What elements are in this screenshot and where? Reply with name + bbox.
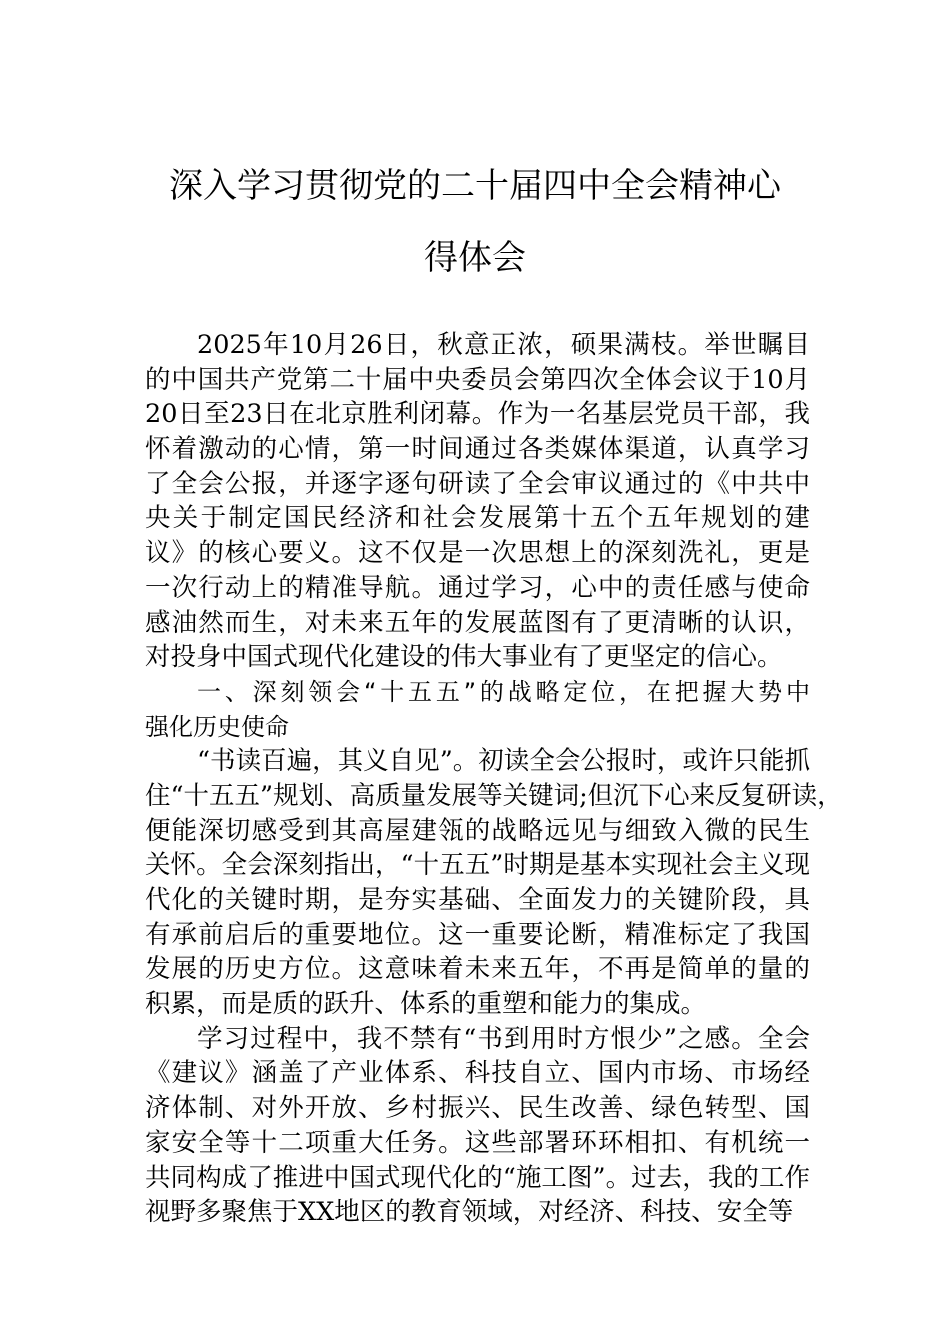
text-line: 2025年10月26日，秋意正浓，硕果满枝。举世瞩目	[197, 330, 810, 360]
text-line: 学习过程中，我不禁有“书到用时方恨少”之感。全会	[197, 1023, 810, 1054]
text-line: 家安全等十二项重大任务。这些部署环环相扣、有机统一	[145, 1127, 810, 1158]
text-line: 《建议》涵盖了产业体系、科技自立、国内市场、市场经	[145, 1058, 810, 1089]
text-line: 央关于制定国民经济和社会发展第十五个五年规划的建	[145, 503, 810, 534]
text-line: 感油然而生，对未来五年的发展蓝图有了更清晰的认识，	[145, 607, 810, 638]
text-line: 一次行动上的精准导航。通过学习，心中的责任感与使命	[145, 572, 810, 603]
paragraph	[145, 1022, 810, 1230]
text-line: 一、深刻领会“十五五”的战略定位，在把握大势中	[197, 677, 810, 706]
text-line: 共同构成了推进中国式现代化的“施工图”。过去，我的工作	[145, 1162, 810, 1193]
text-line: 怀着激动的心情，第一时间通过各类媒体渠道，认真学习	[145, 434, 810, 465]
document-title-line-2: 得体会	[424, 238, 526, 278]
text-line: 积累，而是质的跃升、体系的重塑和能力的集成。	[145, 989, 707, 1020]
text-line: 20日至23日在北京胜利闭幕。作为一名基层党员干部，我	[145, 399, 810, 430]
text-line: 议》的核心要义。这不仅是一次思想上的深刻洗礼，更是	[145, 538, 810, 569]
paragraph	[145, 328, 810, 675]
text-line: 对投身中国式现代化建设的伟大事业有了更坚定的信心。	[145, 642, 783, 673]
text-line: 济体制、对外开放、乡村振兴、民生改善、绿色转型、国	[145, 1093, 810, 1124]
text-line: 住“十五五”规划、高质量发展等关键词;但沉下心来反复研读，	[145, 780, 843, 811]
text-line: 的中国共产党第二十届中央委员会第四次全体会议于10月	[145, 364, 810, 395]
document-body	[145, 328, 843, 1230]
text-line: 了全会公报，并逐字逐句研读了全会审议通过的《中共中	[145, 468, 810, 499]
paragraph	[145, 744, 843, 1022]
document-title-line-1: 深入学习贯彻党的二十届四中全会精神心	[169, 166, 781, 206]
text-line: 代化的关键时期，是夯实基础、全面发力的关键阶段，具	[145, 885, 810, 915]
section-heading	[145, 675, 810, 744]
text-line: 便能深切感受到其高屋建瓴的战略远见与细致入微的民生	[145, 815, 810, 846]
text-line: 强化历史使命	[145, 712, 289, 741]
text-line: 发展的历史方位。这意味着未来五年，不再是简单的量的	[145, 954, 810, 985]
text-line: 关怀。全会深刻指出，“十五五”时期是基本实现社会主义现	[145, 850, 810, 881]
text-line: 视野多聚焦于XX地区的教育领域，对经济、科技、安全等	[145, 1197, 794, 1228]
text-line: “书读百遍，其义自见”。初读全会公报时，或许只能抓	[197, 746, 810, 777]
text-line: 有承前启后的重要地位。这一重要论断，精准标定了我国	[145, 919, 810, 950]
